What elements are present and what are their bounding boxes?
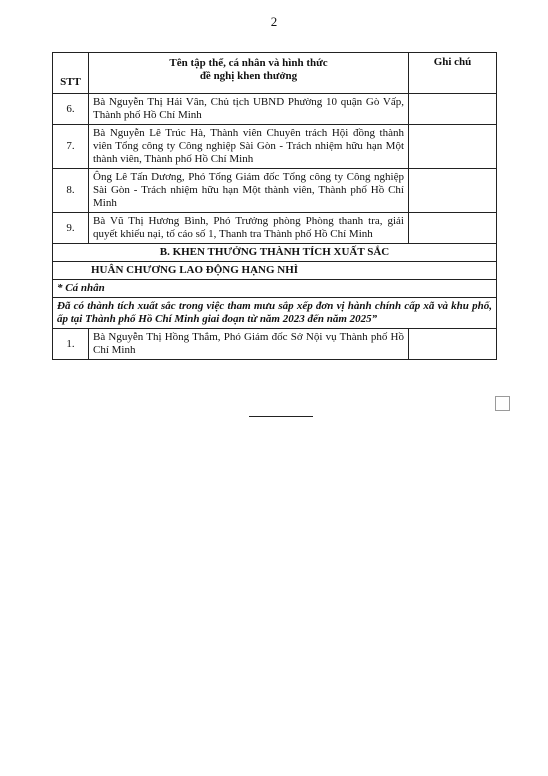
achievement-row bbox=[53, 298, 497, 329]
row-stt: 1. bbox=[53, 329, 89, 360]
row-text: Bà Nguyễn Lê Trúc Hà, Thành viên Chuyên trách Hội đồng thành viên Tổng công ty Công nghiệp Sài Gòn - Trách nhiệm hữu hạn Một thành viên, Thành phố Hồ Chí Minh bbox=[89, 125, 409, 169]
row-text: Bà Vũ Thị Hương Bình, Phó Trưởng phòng Phòng thanh tra, giải quyết khiếu nại, tố cáo số 1, Thanh tra Thành phố Hồ Chí Minh bbox=[89, 213, 409, 244]
section-b-heading: B. KHEN THƯỞNG THÀNH TÍCH XUẤT SẮC bbox=[53, 244, 497, 262]
row-stt: 7. bbox=[53, 125, 89, 169]
page-number: 2 bbox=[270, 14, 278, 29]
row-stt: 8. bbox=[53, 169, 89, 213]
header-stt: STT bbox=[53, 53, 89, 94]
row-note bbox=[409, 94, 497, 125]
row-text: Ông Lê Tấn Dương, Phó Tổng Giám đốc Tổng công ty Công nghiệp Sài Gòn - Trách nhiệm hữu hạn Một thành viên, Thành phố Hồ Chí Minh bbox=[89, 169, 409, 213]
table-row bbox=[53, 213, 497, 244]
table-row bbox=[53, 169, 497, 213]
row-text: Bà Nguyễn Thị Hồng Thắm, Phó Giám đốc Sở Nội vụ Thành phố Hồ Chí Minh bbox=[89, 329, 409, 360]
row-stt: 6. bbox=[53, 94, 89, 125]
table-row bbox=[53, 94, 497, 125]
row-note bbox=[409, 169, 497, 213]
table-header-row bbox=[53, 53, 497, 94]
end-divider-line bbox=[249, 416, 313, 417]
table-row bbox=[53, 329, 497, 360]
section-b-row bbox=[53, 244, 497, 262]
award-table bbox=[52, 52, 497, 360]
row-note bbox=[409, 329, 497, 360]
achievement-text: Đã có thành tích xuất sắc trong việc tham mưu sắp xếp đơn vị hành chính cấp xã và khu phố, ấp tại Thành phố Hồ Chí Minh giai đoạn từ năm 2023 đến năm 2025” bbox=[53, 298, 497, 329]
row-note bbox=[409, 125, 497, 169]
header-name bbox=[89, 53, 409, 94]
individual-row bbox=[53, 280, 497, 298]
header-name-line2: đề nghị khen thưởng bbox=[199, 70, 298, 82]
table-row bbox=[53, 125, 497, 169]
table-resize-handle[interactable] bbox=[495, 396, 510, 411]
row-text: Bà Nguyễn Thị Hải Vân, Chủ tịch UBND Phường 10 quận Gò Vấp, Thành phố Hồ Chí Minh bbox=[89, 94, 409, 125]
header-name-line1: Tên tập thể, cá nhân và hình thức bbox=[169, 57, 328, 69]
individual-label: * Cá nhân bbox=[53, 280, 497, 298]
row-stt: 9. bbox=[53, 213, 89, 244]
medal-heading: HUÂN CHƯƠNG LAO ĐỘNG HẠNG NHÌ bbox=[53, 262, 497, 280]
header-note: Ghi chú bbox=[409, 53, 497, 94]
medal-row bbox=[53, 262, 497, 280]
row-note bbox=[409, 213, 497, 244]
